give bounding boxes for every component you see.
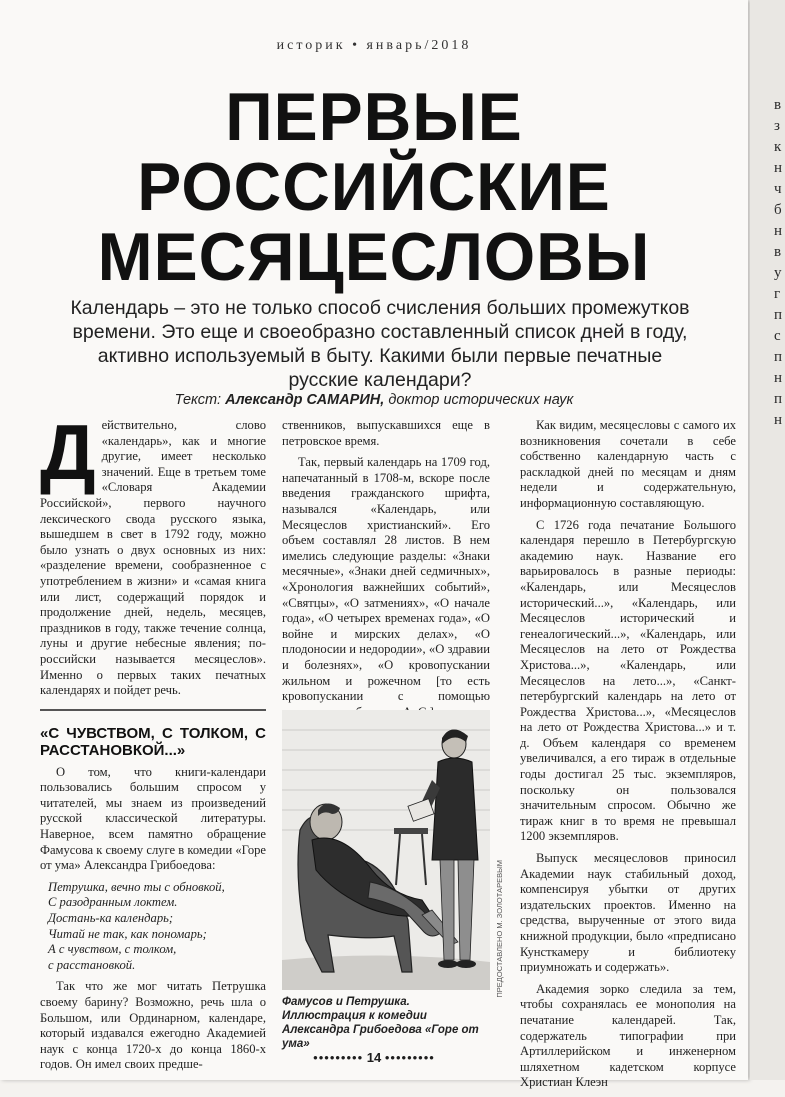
paragraph: Так что же мог читать Петрушка своему барину? Возможно, речь шла о Большом, или Ординарном, календаре, который издавался ежегодно Академией наук с конца 1720-х до конца 1860-х годов. Он имел своих предше- <box>40 979 266 1072</box>
byline-prefix: Текст: <box>174 392 222 408</box>
title-line-3: МЕСЯЦЕСЛОВЫ <box>97 219 651 295</box>
paragraph: О том, что книги-календари пользовались большим спросом у читателей, мы знаем из произведений русской классической литературы. Наверное, всем памятно обращение Фамусова к своему слуге в комедии «Горе от ума» Александра Грибоедова: <box>40 764 267 873</box>
column-2 <box>282 418 490 726</box>
poem-line: Читай не так, как пономарь; <box>48 926 207 941</box>
byline-role: доктор исторических наук <box>388 392 574 408</box>
illustration-famusov-petrushka <box>282 710 490 990</box>
title-line-2: РОССИЙСКИЕ <box>137 149 611 225</box>
poem-quote <box>40 880 266 974</box>
poem-line: с расстановкой. <box>48 957 136 972</box>
facing-page-edge <box>750 0 785 1080</box>
folio-dots-right: ••••••••• <box>384 1050 435 1065</box>
article-lead: Календарь – это не только способ счисления больших промежутков времени. Это еще и своеобразно составленный список дней в году, активно используемый в быту. Какими были первые печатные русские календари? <box>70 297 690 391</box>
column-1 <box>40 408 267 1079</box>
section-subhead: «С ЧУВСТВОМ, С ТОЛКОМ, С РАССТАНОВКОЙ...» <box>40 724 266 759</box>
drop-cap: Д <box>40 408 96 496</box>
article-title <box>11 79 737 295</box>
column-3 <box>520 418 736 1097</box>
paragraph: Выпуск месяцесловов приносил Академии наук стабильный доход, компенсируя убытки от других издательских проектов. Именно на средства, вырученные от этого вида книжной продукции, было «предписано Кунсткамеру и библиотеку приумножать и содержать». <box>520 851 736 975</box>
paragraph: Так, первый календарь на 1709 год, напечатанный в 1708-м, вскоре после введения гражданского шрифта, назывался «Календарь, или Месяцеслов христианский». Его объем составлял 28 листов. В нем имелись следующие разделы: «Знаки месячные», «Знаки дней седмичных», «Хронология важнейших событий», «Святцы», «О затмениях», «О начале года», «О четырех временах года», «О войне и мирских делах», «О плодоносии и недородии», «О здравии и болезнях», «О кровопускании жильном и рожечном [то есть кровопускании с помощью <box>282 455 490 704</box>
byline-author: Александр САМАРИН, <box>225 392 385 408</box>
folio-number: 14 <box>366 1050 382 1065</box>
poem-line: Петрушка, вечно ты с обновкой, <box>48 879 225 894</box>
facing-page-letters: в з к н ч б н в у г п с п н п н <box>774 97 783 428</box>
poem-line: Достань-ка календарь; <box>48 911 174 926</box>
subhead-rule <box>40 709 266 711</box>
poem-line: А с чувством, с толком, <box>48 942 177 957</box>
page-number <box>0 1050 748 1065</box>
paragraph-intro-text: ействительно, слово «календарь», как и многие другие, имеет несколько значений. Еще в третьем томе «Словаря Академии Российской», первого научного лексического свода русского языка, вышедшем в свет в 1792 году, можно было узнать о двух основных из них: «разделение времени, сообразненное с употреблением в жизни» и «самая книга или лист, содержащий порядок и продолжение дней, недель, месяцев, праздников в году, также течение солнца, луны и другие небесные явления; по-российски называется месяцеслов». Именно о первых таких печатных календарях и пойдет речь. <box>40 418 266 698</box>
paragraph: С 1726 года печатание Большого календаря перешло в Петербургскую академию наук. Название его варьировалось в разные периоды: «Календарь, или Месяцеслов исторический...», «Календарь, или Месяцеслов исторический и генеалогический...», «Календарь, или Месяцеслов на лето от Рождества Христова...», «Календарь, или Месяцеслов на лето...», «Санкт-петербургский календарь на лето от Рождества Христова...», «Месяцеслов на лето от Рождества Христова...» и т. д. Объем календаря со временем увеличивался, а его тираж в отдельные годы достигал 25 тыс. экземпляров, поскольку он пользовался значительным спросом. Обычно же тираж книг в то время не превышал 1200 экземпляров. <box>520 517 736 844</box>
poem-line: С разодранным локтем. <box>48 895 178 910</box>
paragraph-continued: ственников, выпускавшихся еще в петровское время. <box>282 418 490 448</box>
paragraph: Как видим, месяцесловы с самого их возникновения сочетали в себе собственно календарную часть с раскладкой дней по месяцам и дням недели и содержательную, информационную составляющую. <box>520 418 736 510</box>
illustration-caption: Фамусов и Петрушка. Иллюстрация к комедии Александра Грибоедова «Горе от ума» <box>282 996 479 1050</box>
title-line-1: ПЕРВЫЕ <box>225 79 523 155</box>
folio-dots-left: ••••••••• <box>313 1050 364 1065</box>
paragraph: Академия зорко следила за тем, чтобы сохранялась ее монополия на печатание календарей. Так, содержатель типографии при Артиллерийском и инженерном шляхетном кадетском корпусе Христиан Клеэн <box>520 981 736 1090</box>
paragraph-intro <box>40 408 266 699</box>
running-head: историк • январь/2018 <box>276 38 472 53</box>
engraving-image <box>282 710 490 990</box>
byline <box>0 392 748 408</box>
photo-credit: ПРЕДОСТАВЛЕНО М. ЗОЛОТАРЕВЫМ <box>495 860 504 998</box>
